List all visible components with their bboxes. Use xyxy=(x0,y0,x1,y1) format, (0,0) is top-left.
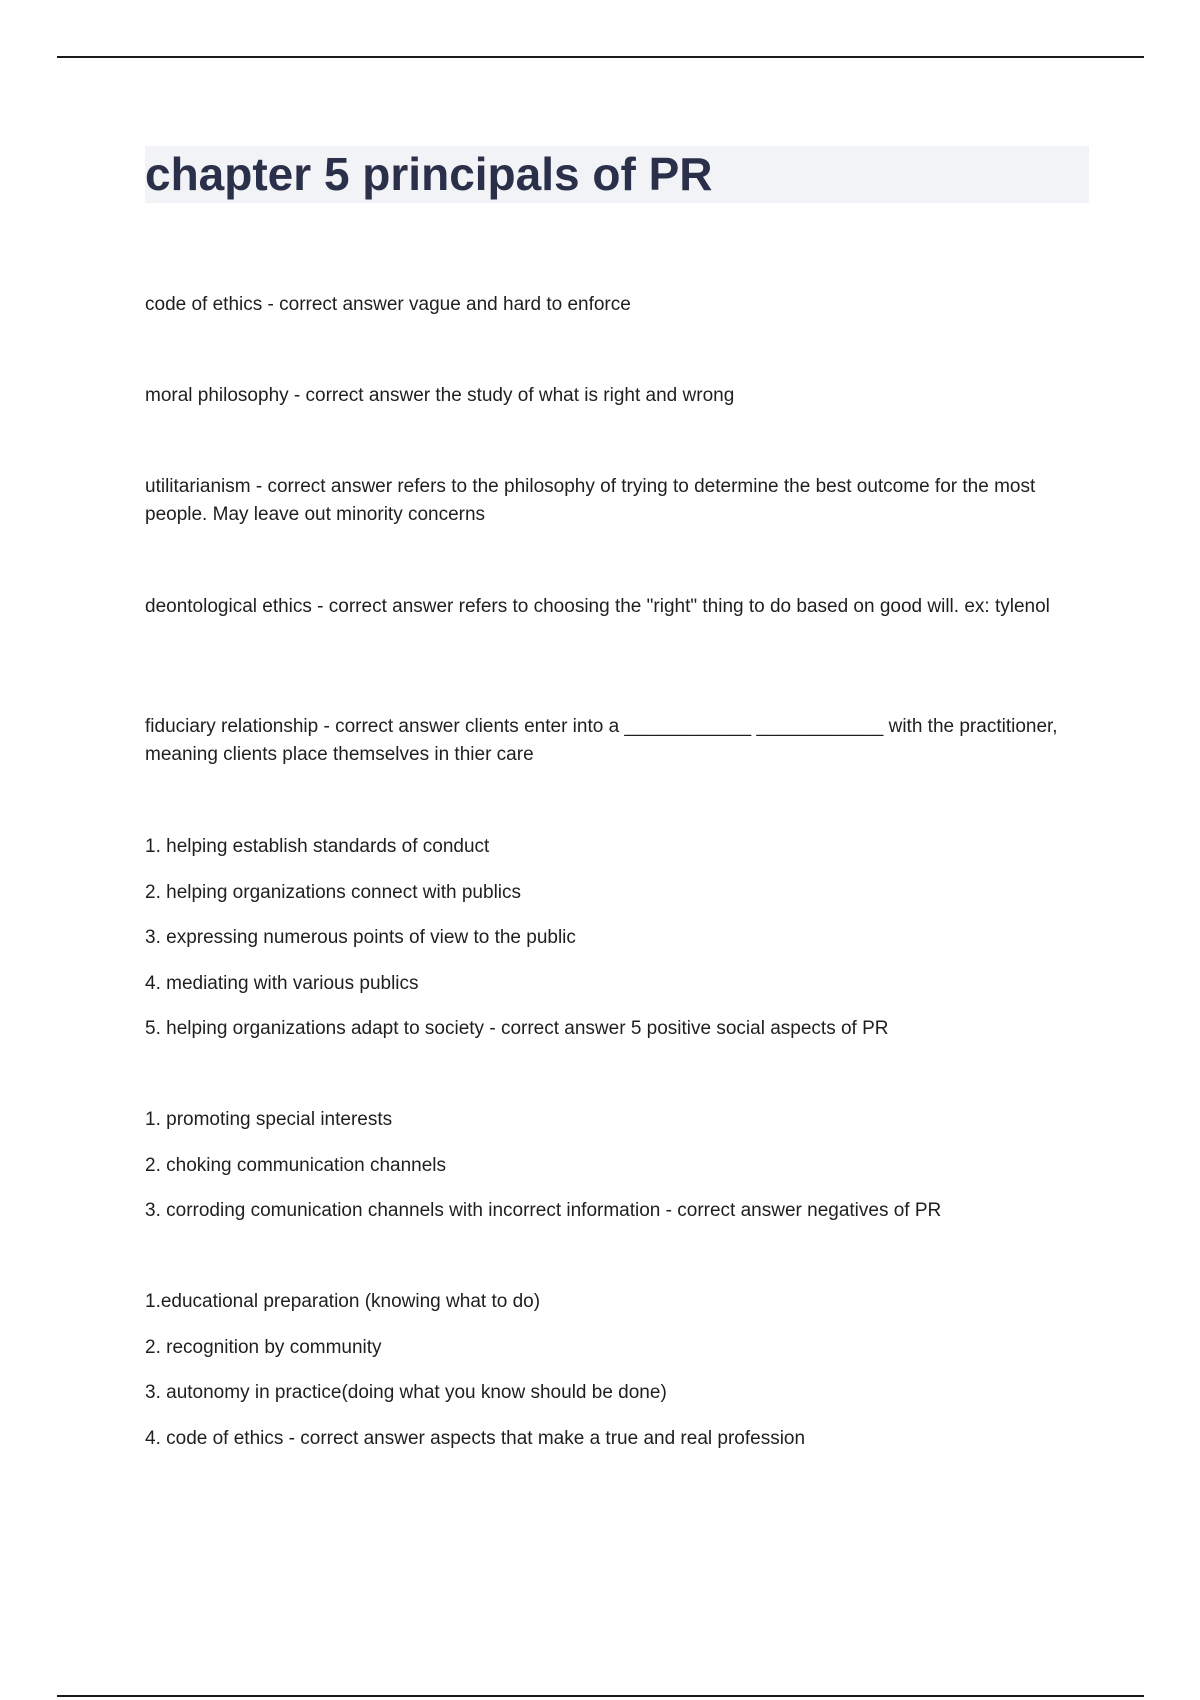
entry-code-of-ethics: code of ethics - correct answer vague and hard to enforce xyxy=(145,294,631,315)
entry-moral-philosophy: moral philosophy - correct answer the study of what is right and wrong xyxy=(145,385,735,406)
list-item: 1.educational preparation (knowing what to do) xyxy=(145,1291,541,1312)
list-item: 1. promoting special interests xyxy=(145,1109,393,1130)
bottom-rule xyxy=(57,1695,1144,1697)
list-item: 4. mediating with various publics xyxy=(145,973,419,994)
list-item: 3. expressing numerous points of view to the public xyxy=(145,927,576,948)
list-item: 2. choking communication channels xyxy=(145,1155,447,1176)
list-item: 3. corroding comunication channels with incorrect information - correct answer negatives of PR xyxy=(145,1200,942,1221)
list-item: 5. helping organizations adapt to society - correct answer 5 positive social aspects of PR xyxy=(145,1018,889,1039)
list-item: 4. code of ethics - correct answer aspects that make a true and real profession xyxy=(145,1428,806,1449)
list-item: 2. recognition by community xyxy=(145,1337,382,1358)
top-rule xyxy=(57,56,1144,58)
list-item: 3. autonomy in practice(doing what you know should be done) xyxy=(145,1382,667,1403)
entry-fiduciary-relationship: fiduciary relationship - correct answer clients enter into a ____________ ____________ with the practitioner, meaning clients place themselves in thier care xyxy=(145,716,1058,765)
entry-utilitarianism: utilitarianism - correct answer refers to the philosophy of trying to determine the best outcome for the most people. May leave out minority concerns xyxy=(145,476,1036,525)
entry-deontological-ethics: deontological ethics - correct answer refers to choosing the "right" thing to do based on good will. ex: tylenol xyxy=(145,596,1050,617)
list-item: 1. helping establish standards of conduct xyxy=(145,836,490,857)
list-item: 2. helping organizations connect with publics xyxy=(145,882,522,903)
page-title: chapter 5 principals of PR xyxy=(145,148,713,200)
